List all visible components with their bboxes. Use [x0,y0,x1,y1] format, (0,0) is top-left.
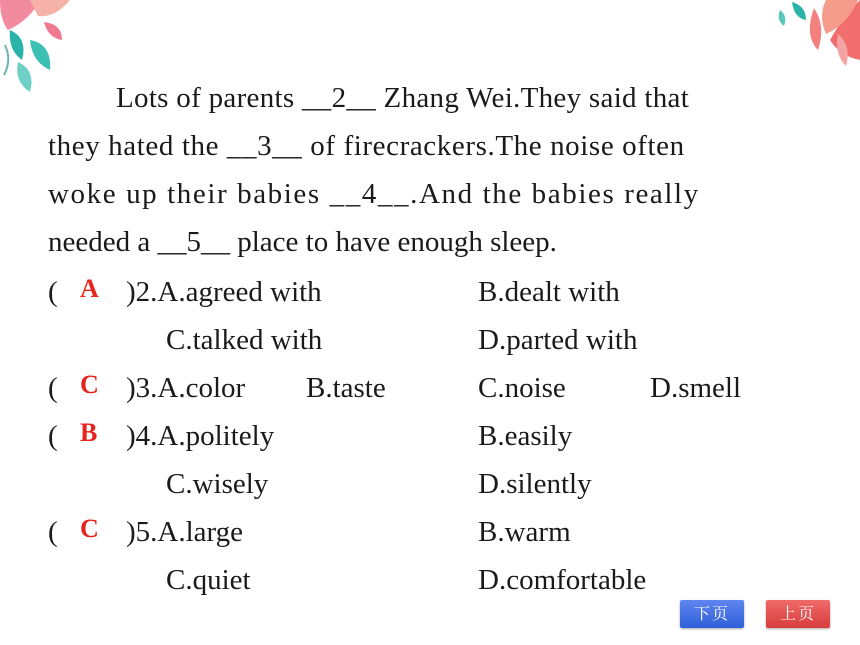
passage-line-3: woke up their babies __4__.And the babies really [48,178,700,210]
previous-page-button[interactable]: 上页 [766,600,830,628]
next-page-button[interactable]: 下页 [680,600,744,628]
question-2-option-a: )2.A.agreed with [126,276,322,308]
question-4-option-d: D.silently [478,468,592,500]
passage-line-4: needed a __5__ place to have enough sleep. [48,226,557,258]
question-2-open-paren: ( [48,276,58,308]
question-2-option-b: B.dealt with [478,276,620,308]
question-4-option-a: )4.A.politely [126,420,275,452]
question-4-option-c: C.wisely [166,468,269,500]
question-3-option-a: )3.A.color [126,372,246,404]
passage-line-2: they hated the __3__ of firecrackers.The noise often [48,130,685,162]
question-5-option-c: C.quiet [166,564,251,596]
question-3-option-d: D.smell [650,372,742,404]
question-2-answer: A [80,274,99,303]
question-5-option-b: B.warm [478,516,571,548]
top-right-leaves-decoration [730,0,860,70]
question-4-open-paren: ( [48,420,58,452]
question-2-option-d: D.parted with [478,324,638,356]
question-2-option-c: C.talked with [166,324,323,356]
passage-line-1: Lots of parents __2__ Zhang Wei.They said that [116,82,690,114]
question-5-option-d: D.comfortable [478,564,647,596]
question-4-answer: B [80,418,98,447]
reading-passage [48,74,810,266]
question-3-option-c: C.noise [478,372,566,404]
question-5-option-a: )5.A.large [126,516,244,548]
question-3-open-paren: ( [48,372,58,404]
question-4-option-b: B.easily [478,420,573,452]
question-3-answer: C [80,370,99,399]
question-3-option-b: B.taste [306,372,386,404]
question-5-open-paren: ( [48,516,58,548]
question-5-answer: C [80,514,99,543]
